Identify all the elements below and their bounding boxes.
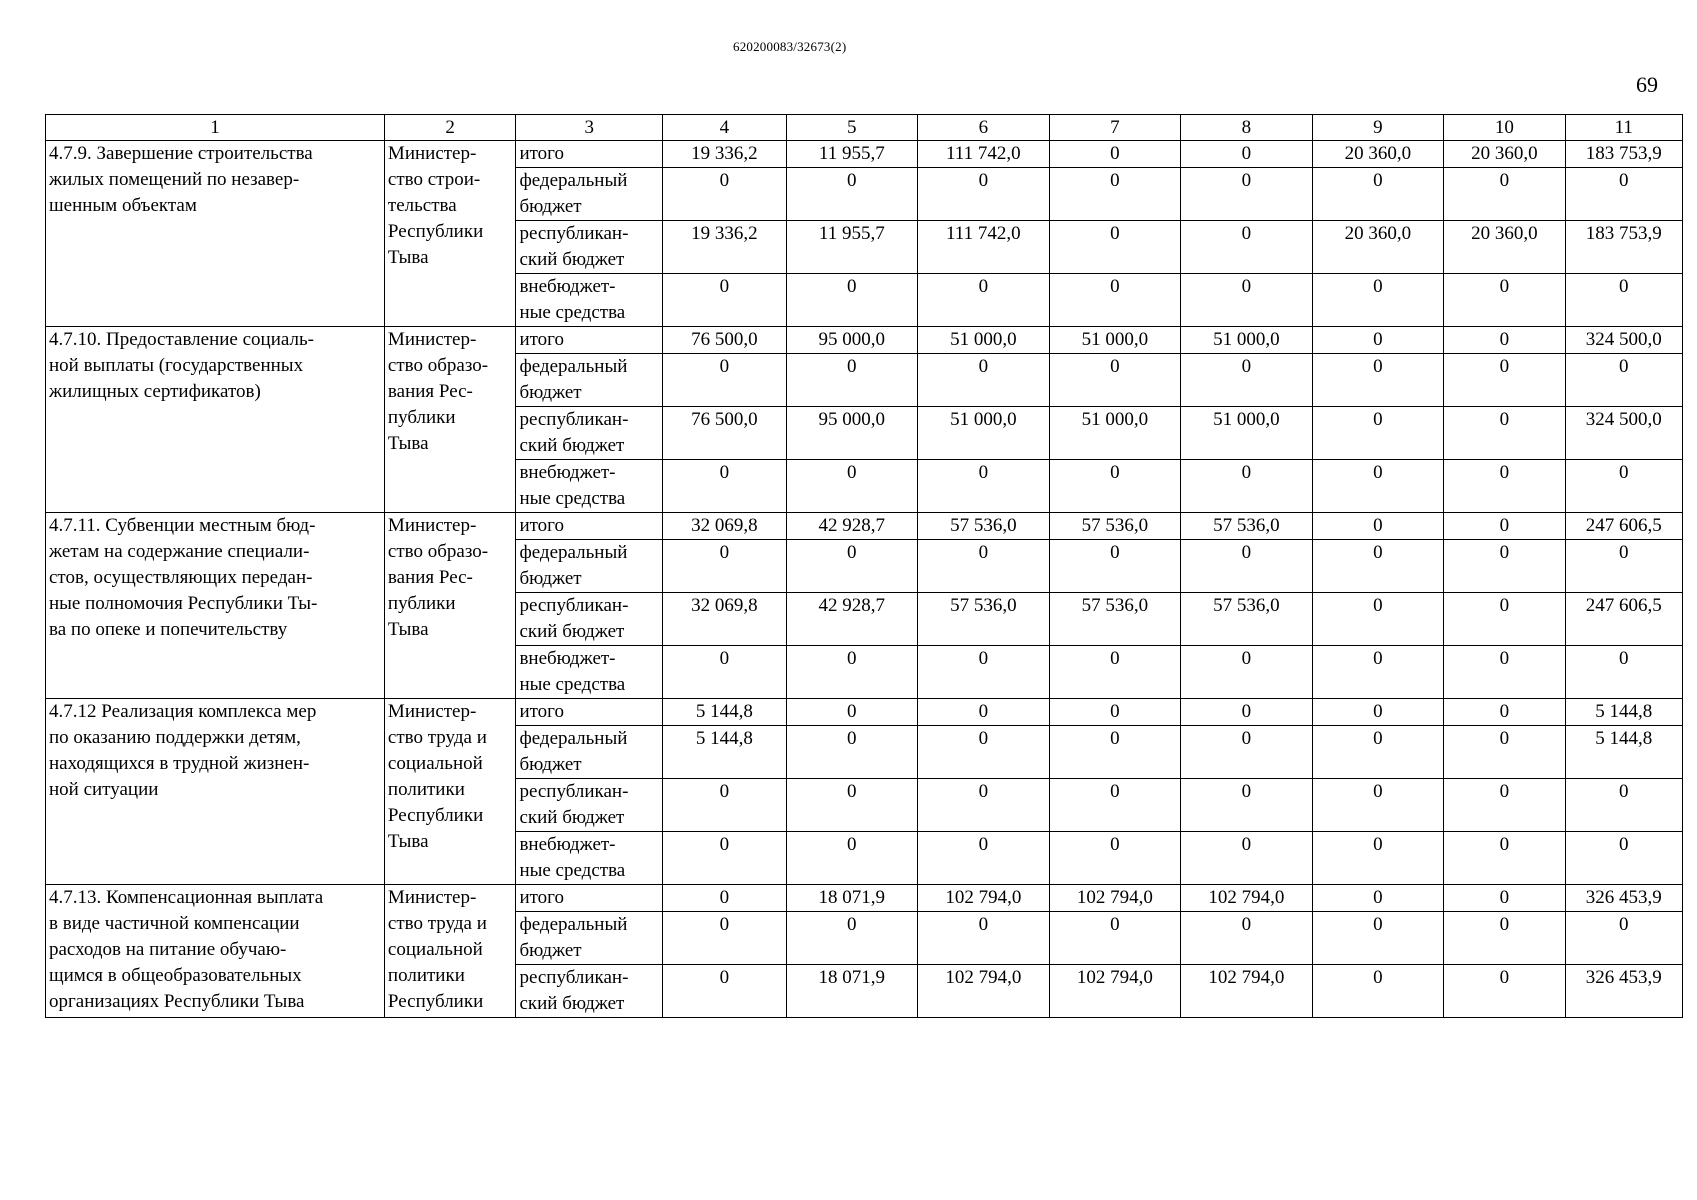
amount-cell: 0 bbox=[1049, 699, 1181, 726]
amount-cell: 0 bbox=[918, 274, 1050, 327]
column-header: 7 bbox=[1049, 115, 1181, 141]
amount-cell: 51 000,0 bbox=[918, 407, 1050, 460]
amount-cell: 0 bbox=[1444, 646, 1565, 699]
amount-cell: 5 144,8 bbox=[663, 726, 786, 779]
amount-cell: 0 bbox=[1049, 354, 1181, 407]
table-row bbox=[46, 513, 1683, 540]
amount-cell: 0 bbox=[1312, 327, 1444, 354]
amount-cell: 51 000,0 bbox=[1049, 407, 1181, 460]
amount-cell: 0 bbox=[786, 832, 918, 885]
amount-cell: 57 536,0 bbox=[918, 513, 1050, 540]
amount-cell: 0 bbox=[1312, 965, 1444, 1018]
amount-cell: 0 bbox=[918, 779, 1050, 832]
table-row bbox=[46, 327, 1683, 354]
amount-cell: 0 bbox=[918, 460, 1050, 513]
amount-cell: 102 794,0 bbox=[1049, 965, 1181, 1018]
amount-cell: 5 144,8 bbox=[1565, 699, 1682, 726]
amount-cell: 0 bbox=[663, 168, 786, 221]
funding-source: федеральный бюджет bbox=[516, 168, 663, 221]
amount-cell: 102 794,0 bbox=[1049, 885, 1181, 912]
measure-description: 4.7.12 Реализация комплекса мер по оказанию поддержки детям, находящихся в трудной жизнен- ной ситуации bbox=[46, 699, 385, 885]
amount-cell: 0 bbox=[663, 540, 786, 593]
amount-cell: 0 bbox=[1181, 168, 1313, 221]
amount-cell: 102 794,0 bbox=[1181, 965, 1313, 1018]
amount-cell: 183 753,9 bbox=[1565, 221, 1682, 274]
amount-cell: 0 bbox=[663, 885, 786, 912]
amount-cell: 0 bbox=[1312, 832, 1444, 885]
amount-cell: 0 bbox=[1444, 832, 1565, 885]
amount-cell: 0 bbox=[1312, 407, 1444, 460]
amount-cell: 247 606,5 bbox=[1565, 513, 1682, 540]
amount-cell: 324 500,0 bbox=[1565, 327, 1682, 354]
column-header: 4 bbox=[663, 115, 786, 141]
amount-cell: 0 bbox=[1181, 912, 1313, 965]
amount-cell: 326 453,9 bbox=[1565, 965, 1682, 1018]
amount-cell: 102 794,0 bbox=[918, 965, 1050, 1018]
amount-cell: 20 360,0 bbox=[1312, 141, 1444, 168]
measure-description: 4.7.13. Компенсационная выплата в виде частичной компенсации расходов на питание обучаю- щимся в общеобразовательных организациях Республики Тыва bbox=[46, 885, 385, 1018]
column-header: 6 bbox=[918, 115, 1050, 141]
amount-cell: 0 bbox=[1049, 912, 1181, 965]
amount-cell: 0 bbox=[1444, 593, 1565, 646]
amount-cell: 0 bbox=[786, 779, 918, 832]
funding-source: внебюджет- ные средства bbox=[516, 274, 663, 327]
amount-cell: 51 000,0 bbox=[1181, 407, 1313, 460]
amount-cell: 42 928,7 bbox=[786, 593, 918, 646]
funding-source: внебюджет- ные средства bbox=[516, 646, 663, 699]
measure-description: 4.7.9. Завершение строительства жилых помещений по незавер- шенным объектам bbox=[46, 141, 385, 327]
table-row bbox=[46, 141, 1683, 168]
amount-cell: 0 bbox=[1444, 885, 1565, 912]
amount-cell: 0 bbox=[786, 726, 918, 779]
amount-cell: 0 bbox=[1312, 513, 1444, 540]
funding-source: итого bbox=[516, 513, 663, 540]
amount-cell: 0 bbox=[1181, 540, 1313, 593]
amount-cell: 51 000,0 bbox=[1181, 327, 1313, 354]
amount-cell: 102 794,0 bbox=[918, 885, 1050, 912]
column-header: 5 bbox=[786, 115, 918, 141]
amount-cell: 0 bbox=[1444, 460, 1565, 513]
amount-cell: 0 bbox=[1312, 460, 1444, 513]
amount-cell: 0 bbox=[1565, 779, 1682, 832]
amount-cell: 5 144,8 bbox=[1565, 726, 1682, 779]
amount-cell: 57 536,0 bbox=[1181, 593, 1313, 646]
funding-source: федеральный бюджет bbox=[516, 540, 663, 593]
amount-cell: 0 bbox=[1049, 141, 1181, 168]
amount-cell: 0 bbox=[918, 168, 1050, 221]
amount-cell: 0 bbox=[1444, 540, 1565, 593]
amount-cell: 0 bbox=[1565, 540, 1682, 593]
responsible-organization: Министер- ство образо- вания Рес- публики Тыва bbox=[384, 513, 516, 699]
amount-cell: 0 bbox=[663, 912, 786, 965]
amount-cell: 0 bbox=[1312, 912, 1444, 965]
amount-cell: 0 bbox=[1049, 646, 1181, 699]
funding-source: итого bbox=[516, 327, 663, 354]
amount-cell: 0 bbox=[663, 646, 786, 699]
amount-cell: 32 069,8 bbox=[663, 593, 786, 646]
amount-cell: 0 bbox=[663, 460, 786, 513]
amount-cell: 0 bbox=[663, 832, 786, 885]
amount-cell: 0 bbox=[786, 912, 918, 965]
column-header: 9 bbox=[1312, 115, 1444, 141]
amount-cell: 0 bbox=[1049, 540, 1181, 593]
amount-cell: 0 bbox=[1049, 779, 1181, 832]
amount-cell: 0 bbox=[1565, 646, 1682, 699]
amount-cell: 0 bbox=[918, 832, 1050, 885]
amount-cell: 11 955,7 bbox=[786, 141, 918, 168]
amount-cell: 0 bbox=[663, 965, 786, 1018]
amount-cell: 0 bbox=[786, 274, 918, 327]
column-number-row bbox=[46, 115, 1683, 141]
amount-cell: 0 bbox=[1181, 646, 1313, 699]
amount-cell: 0 bbox=[1444, 699, 1565, 726]
amount-cell: 0 bbox=[1181, 726, 1313, 779]
amount-cell: 0 bbox=[1181, 460, 1313, 513]
amount-cell: 19 336,2 bbox=[663, 141, 786, 168]
amount-cell: 0 bbox=[786, 460, 918, 513]
amount-cell: 57 536,0 bbox=[1049, 593, 1181, 646]
amount-cell: 0 bbox=[918, 354, 1050, 407]
amount-cell: 0 bbox=[1565, 168, 1682, 221]
measure-description: 4.7.11. Субвенции местным бюд- жетам на содержание специали- стов, осуществляющих передан- ные полномочия Республики Ты- ва по опеке и попечительству bbox=[46, 513, 385, 699]
funding-source: внебюджет- ные средства bbox=[516, 832, 663, 885]
amount-cell: 0 bbox=[1312, 168, 1444, 221]
amount-cell: 0 bbox=[1565, 460, 1682, 513]
amount-cell: 0 bbox=[1049, 726, 1181, 779]
amount-cell: 0 bbox=[1444, 513, 1565, 540]
column-header: 11 bbox=[1565, 115, 1682, 141]
amount-cell: 0 bbox=[1444, 965, 1565, 1018]
amount-cell: 18 071,9 bbox=[786, 885, 918, 912]
funding-source: федеральный бюджет bbox=[516, 354, 663, 407]
table-row bbox=[46, 699, 1683, 726]
amount-cell: 57 536,0 bbox=[1049, 513, 1181, 540]
amount-cell: 0 bbox=[786, 540, 918, 593]
amount-cell: 326 453,9 bbox=[1565, 885, 1682, 912]
responsible-organization: Министер- ство строи- тельства Республики Тыва bbox=[384, 141, 516, 327]
amount-cell: 51 000,0 bbox=[918, 327, 1050, 354]
amount-cell: 0 bbox=[663, 274, 786, 327]
amount-cell: 0 bbox=[1444, 726, 1565, 779]
amount-cell: 111 742,0 bbox=[918, 141, 1050, 168]
amount-cell: 0 bbox=[918, 699, 1050, 726]
amount-cell: 0 bbox=[1181, 779, 1313, 832]
amount-cell: 324 500,0 bbox=[1565, 407, 1682, 460]
amount-cell: 95 000,0 bbox=[786, 327, 918, 354]
amount-cell: 0 bbox=[1312, 354, 1444, 407]
amount-cell: 0 bbox=[918, 646, 1050, 699]
amount-cell: 0 bbox=[1181, 699, 1313, 726]
document-id: 620200083/32673(2) bbox=[733, 39, 847, 54]
amount-cell: 0 bbox=[1444, 407, 1565, 460]
amount-cell: 0 bbox=[1049, 274, 1181, 327]
funding-source: итого bbox=[516, 885, 663, 912]
column-header: 8 bbox=[1181, 115, 1313, 141]
amount-cell: 0 bbox=[1444, 274, 1565, 327]
amount-cell: 32 069,8 bbox=[663, 513, 786, 540]
amount-cell: 0 bbox=[786, 354, 918, 407]
amount-cell: 0 bbox=[786, 699, 918, 726]
amount-cell: 0 bbox=[1049, 221, 1181, 274]
budget-table bbox=[45, 114, 1683, 1018]
amount-cell: 0 bbox=[1181, 141, 1313, 168]
column-header: 10 bbox=[1444, 115, 1565, 141]
amount-cell: 0 bbox=[1565, 354, 1682, 407]
responsible-organization: Министер- ство образо- вания Рес- публики Тыва bbox=[384, 327, 516, 513]
amount-cell: 0 bbox=[1444, 779, 1565, 832]
amount-cell: 0 bbox=[1565, 274, 1682, 327]
funding-source: республикан- ский бюджет bbox=[516, 407, 663, 460]
column-header: 2 bbox=[384, 115, 516, 141]
amount-cell: 76 500,0 bbox=[663, 327, 786, 354]
amount-cell: 19 336,2 bbox=[663, 221, 786, 274]
amount-cell: 42 928,7 bbox=[786, 513, 918, 540]
amount-cell: 111 742,0 bbox=[918, 221, 1050, 274]
funding-source: республикан- ский бюджет bbox=[516, 221, 663, 274]
amount-cell: 0 bbox=[1444, 354, 1565, 407]
amount-cell: 57 536,0 bbox=[918, 593, 1050, 646]
measure-description: 4.7.10. Предоставление социаль- ной выплаты (государственных жилищных сертификатов) bbox=[46, 327, 385, 513]
amount-cell: 20 360,0 bbox=[1444, 221, 1565, 274]
amount-cell: 0 bbox=[1181, 274, 1313, 327]
amount-cell: 247 606,5 bbox=[1565, 593, 1682, 646]
amount-cell: 0 bbox=[918, 726, 1050, 779]
funding-source: республикан- ский бюджет bbox=[516, 965, 663, 1018]
amount-cell: 20 360,0 bbox=[1312, 221, 1444, 274]
funding-source: республикан- ский бюджет bbox=[516, 593, 663, 646]
responsible-organization: Министер- ство труда и социальной политики Республики Тыва bbox=[384, 699, 516, 885]
amount-cell: 76 500,0 bbox=[663, 407, 786, 460]
amount-cell: 0 bbox=[1312, 885, 1444, 912]
amount-cell: 0 bbox=[1312, 699, 1444, 726]
amount-cell: 5 144,8 bbox=[663, 699, 786, 726]
amount-cell: 0 bbox=[1565, 832, 1682, 885]
funding-source: итого bbox=[516, 141, 663, 168]
amount-cell: 0 bbox=[1444, 327, 1565, 354]
funding-source: итого bbox=[516, 699, 663, 726]
funding-source: внебюджет- ные средства bbox=[516, 460, 663, 513]
amount-cell: 0 bbox=[786, 646, 918, 699]
amount-cell: 0 bbox=[1565, 912, 1682, 965]
amount-cell: 0 bbox=[1312, 540, 1444, 593]
amount-cell: 0 bbox=[1049, 460, 1181, 513]
amount-cell: 0 bbox=[918, 912, 1050, 965]
amount-cell: 0 bbox=[1312, 593, 1444, 646]
funding-source: федеральный бюджет bbox=[516, 912, 663, 965]
amount-cell: 57 536,0 bbox=[1181, 513, 1313, 540]
amount-cell: 95 000,0 bbox=[786, 407, 918, 460]
amount-cell: 102 794,0 bbox=[1181, 885, 1313, 912]
amount-cell: 0 bbox=[1312, 274, 1444, 327]
amount-cell: 18 071,9 bbox=[786, 965, 918, 1018]
amount-cell: 0 bbox=[1181, 832, 1313, 885]
amount-cell: 0 bbox=[1312, 726, 1444, 779]
amount-cell: 183 753,9 bbox=[1565, 141, 1682, 168]
amount-cell: 0 bbox=[918, 540, 1050, 593]
funding-source: республикан- ский бюджет bbox=[516, 779, 663, 832]
amount-cell: 0 bbox=[663, 779, 786, 832]
amount-cell: 51 000,0 bbox=[1049, 327, 1181, 354]
amount-cell: 0 bbox=[663, 354, 786, 407]
amount-cell: 0 bbox=[1049, 168, 1181, 221]
page-number: 69 bbox=[1636, 72, 1658, 97]
amount-cell: 0 bbox=[1049, 832, 1181, 885]
funding-source: федеральный бюджет bbox=[516, 726, 663, 779]
amount-cell: 0 bbox=[1181, 354, 1313, 407]
amount-cell: 0 bbox=[1312, 646, 1444, 699]
amount-cell: 0 bbox=[1312, 779, 1444, 832]
amount-cell: 0 bbox=[1444, 912, 1565, 965]
amount-cell: 0 bbox=[786, 168, 918, 221]
column-header: 1 bbox=[46, 115, 385, 141]
amount-cell: 20 360,0 bbox=[1444, 141, 1565, 168]
column-header: 3 bbox=[516, 115, 663, 141]
amount-cell: 0 bbox=[1444, 168, 1565, 221]
responsible-organization: Министер- ство труда и социальной политики Республики bbox=[384, 885, 516, 1018]
table-row bbox=[46, 885, 1683, 912]
amount-cell: 11 955,7 bbox=[786, 221, 918, 274]
amount-cell: 0 bbox=[1181, 221, 1313, 274]
